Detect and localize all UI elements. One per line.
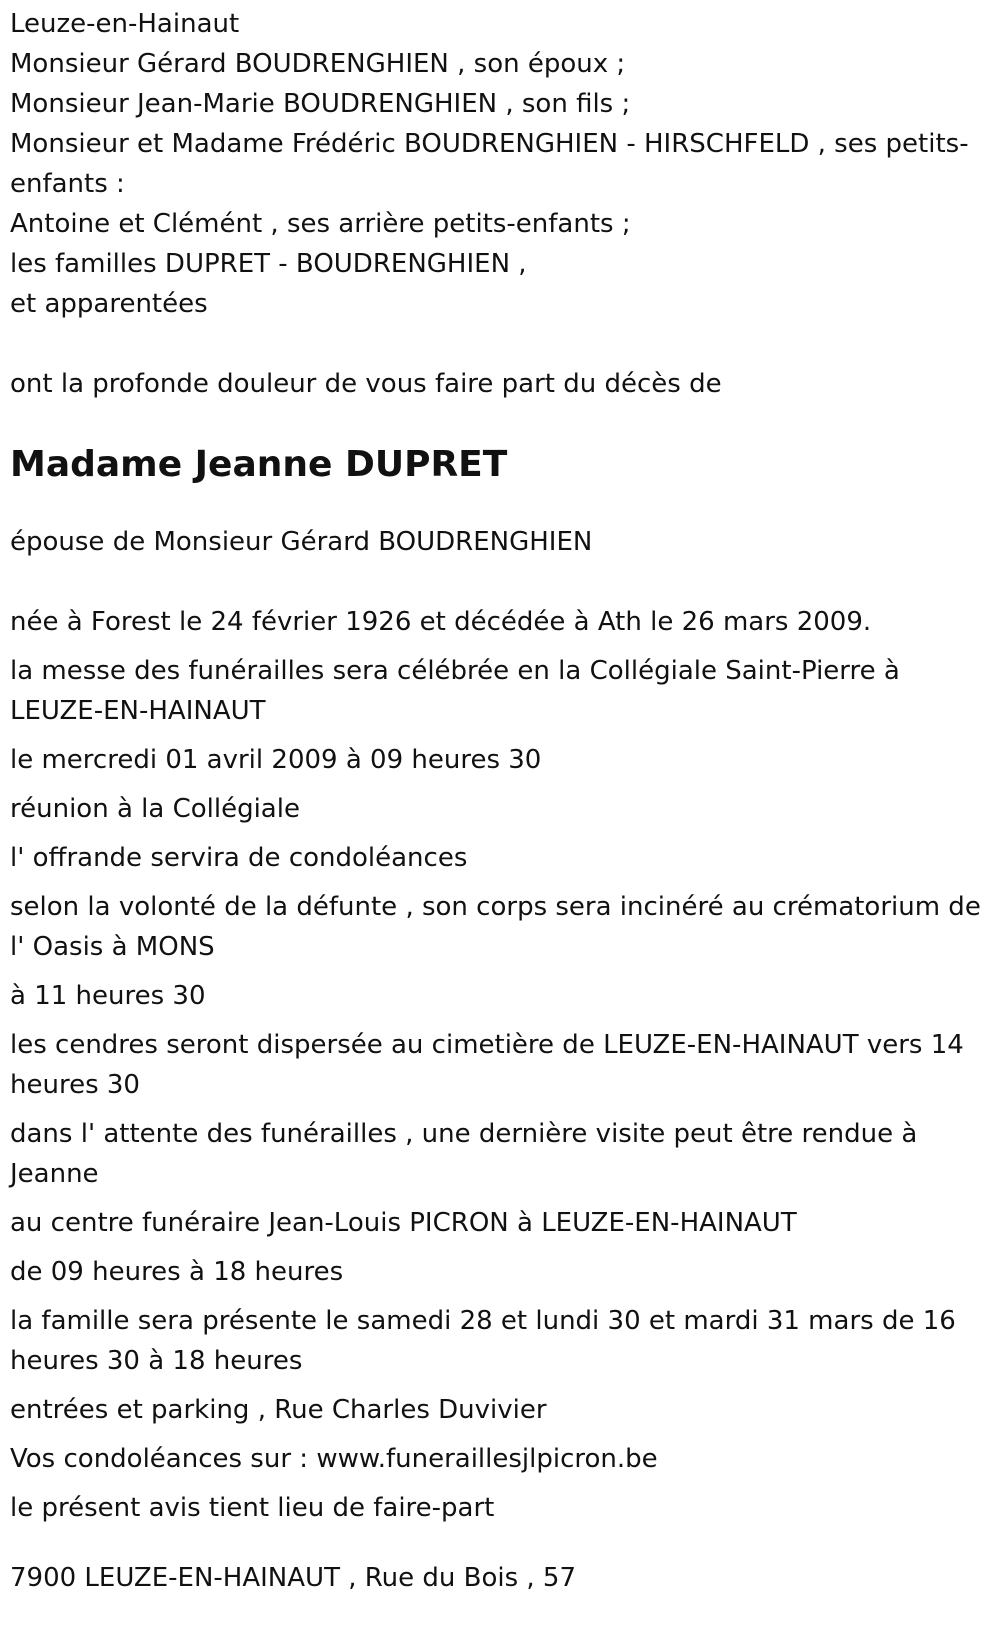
detail-mass-time: le mercredi 01 avril 2009 à 09 heures 30: [10, 745, 542, 775]
detail-funeral-center: au centre funéraire Jean-Louis PICRON à LEUZE-EN-HAINAUT: [10, 1208, 797, 1238]
deceased-spouse: épouse de Monsieur Gérard BOUDRENGHIEN: [10, 527, 593, 557]
family-line-families: les familles DUPRET - BOUDRENGHIEN ,: [10, 249, 527, 279]
detail-notice-statement: le présent avis tient lieu de faire-part: [10, 1493, 495, 1523]
obituary-notice: [10, 0, 990, 1598]
detail-cremation: selon la volonté de la défunte , son corps sera incinéré au crématorium de l' Oasis à MONS: [10, 892, 981, 962]
family-line-son: Monsieur Jean-Marie BOUDRENGHIEN , son fils ;: [10, 89, 631, 119]
detail-meeting: réunion à la Collégiale: [10, 794, 300, 824]
detail-family-presence: la famille sera présente le samedi 28 et lundi 30 et mardi 31 mars de 16 heures 30 à 18 heures: [10, 1306, 956, 1376]
contact-address: 7900 LEUZE-EN-HAINAUT , Rue du Bois , 57: [10, 1563, 577, 1593]
detail-birth-death: née à Forest le 24 février 1926 et décédée à Ath le 26 mars 2009.: [10, 607, 872, 637]
family-list: [10, 0, 990, 324]
detail-cremation-time: à 11 heures 30: [10, 981, 206, 1011]
announcement-intro: ont la profonde douleur de vous faire part du décès de: [10, 369, 722, 399]
family-line-relatives: et apparentées: [10, 289, 208, 319]
detail-condolences-website: Vos condoléances sur : www.funeraillesjlpicron.be: [10, 1444, 658, 1474]
family-line-spouse: Monsieur Gérard BOUDRENGHIEN , son époux ;: [10, 49, 626, 79]
family-line-great-grandchildren: Antoine et Clémént , ses arrière petits-enfants ;: [10, 209, 631, 239]
detail-parking: entrées et parking , Rue Charles Duvivier: [10, 1395, 547, 1425]
detail-visit-hours: de 09 heures à 18 heures: [10, 1257, 344, 1287]
detail-offering: l' offrande servira de condoléances: [10, 843, 468, 873]
deceased-name: Madame Jeanne DUPRET: [10, 444, 508, 485]
detail-mass-location: la messe des funérailles sera célébrée en la Collégiale Saint-Pierre à LEUZE-EN-HAINAUT: [10, 656, 900, 726]
family-line-location: Leuze-en-Hainaut: [10, 9, 240, 39]
detail-last-visit: dans l' attente des funérailles , une dernière visite peut être rendue à Jeanne: [10, 1119, 918, 1189]
family-line-grandchildren: Monsieur et Madame Frédéric BOUDRENGHIEN - HIRSCHFELD , ses petits-enfants :: [10, 129, 969, 199]
detail-ashes: les cendres seront dispersée au cimetière de LEUZE-EN-HAINAUT vers 14 heures 30: [10, 1030, 964, 1100]
funeral-details: [10, 602, 990, 1528]
